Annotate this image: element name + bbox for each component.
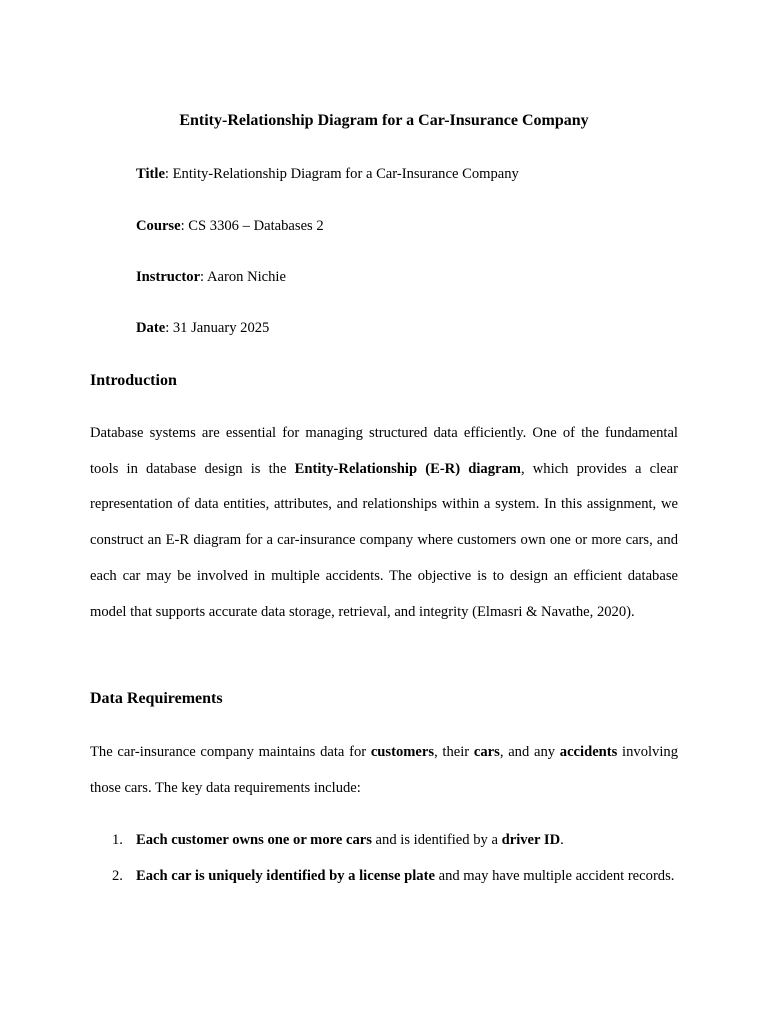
list-item-text-2: . <box>560 832 564 848</box>
introduction-paragraph <box>90 416 678 630</box>
req-text-a: The car-insurance company maintains data for <box>90 744 371 760</box>
list-item-text: and may have multiple accident records. <box>434 868 675 884</box>
req-text-c: , and any <box>499 744 560 760</box>
req-text-b: , their <box>434 744 474 760</box>
list-item-text: and is identified by a <box>371 832 502 848</box>
data-requirements-heading: Data Requirements <box>90 690 223 707</box>
meta-instructor-value: : Aaron Nichie <box>200 269 286 285</box>
requirements-list <box>90 822 678 894</box>
meta-title-label: Title <box>136 166 165 182</box>
intro-text-bold: Entity-Relationship (E-R) diagram <box>294 460 521 477</box>
list-item-number: 2. <box>112 868 123 884</box>
meta-course-label: Course <box>136 218 181 234</box>
meta-title-value: : Entity-Relationship Diagram for a Car-Insurance Company <box>164 166 519 182</box>
meta-date-label: Date <box>136 320 166 336</box>
list-item-bold: Each customer owns one or more cars <box>136 832 372 848</box>
introduction-heading: Introduction <box>90 372 177 389</box>
meta-date-value: : 31 January 2025 <box>165 320 270 336</box>
list-item-bold-2: driver ID <box>501 832 561 848</box>
list-item <box>90 858 678 894</box>
meta-title-line <box>136 164 519 184</box>
meta-course-value: : CS 3306 – Databases 2 <box>180 218 324 234</box>
intro-text-b: , which provides a clear representation of data entities, attributes, and relationships within a system. In this assignment, we construct an E-R diagram for a car-insurance company where customers own one or more cars, and each car may be involved in multiple accidents. The objective is to design an efficient database model that supports accurate data storage, retrieval, and integrity (Elmasri & Navathe, 2020). <box>90 460 679 620</box>
meta-instructor-label: Instructor <box>136 269 201 285</box>
req-text-bold-customers: customers <box>370 744 435 760</box>
req-text-bold-cars: cars <box>473 744 500 760</box>
meta-date-line <box>136 318 269 338</box>
list-item-number: 1. <box>112 832 123 848</box>
meta-instructor-line <box>136 267 286 287</box>
document-title: Entity-Relationship Diagram for a Car-Insurance Company <box>179 112 589 129</box>
data-requirements-paragraph <box>90 735 678 806</box>
req-text-d: involving those cars. The key data requirements include: <box>90 744 678 796</box>
list-item-bold: Each car is uniquely identified by a license plate <box>136 868 435 884</box>
intro-text-a: Database systems are essential for managing structured data efficiently. One of the fundamental tools in database design is the <box>90 425 678 477</box>
meta-course-line <box>136 216 324 236</box>
req-text-bold-accidents: accidents <box>559 744 618 760</box>
list-item <box>90 822 678 858</box>
